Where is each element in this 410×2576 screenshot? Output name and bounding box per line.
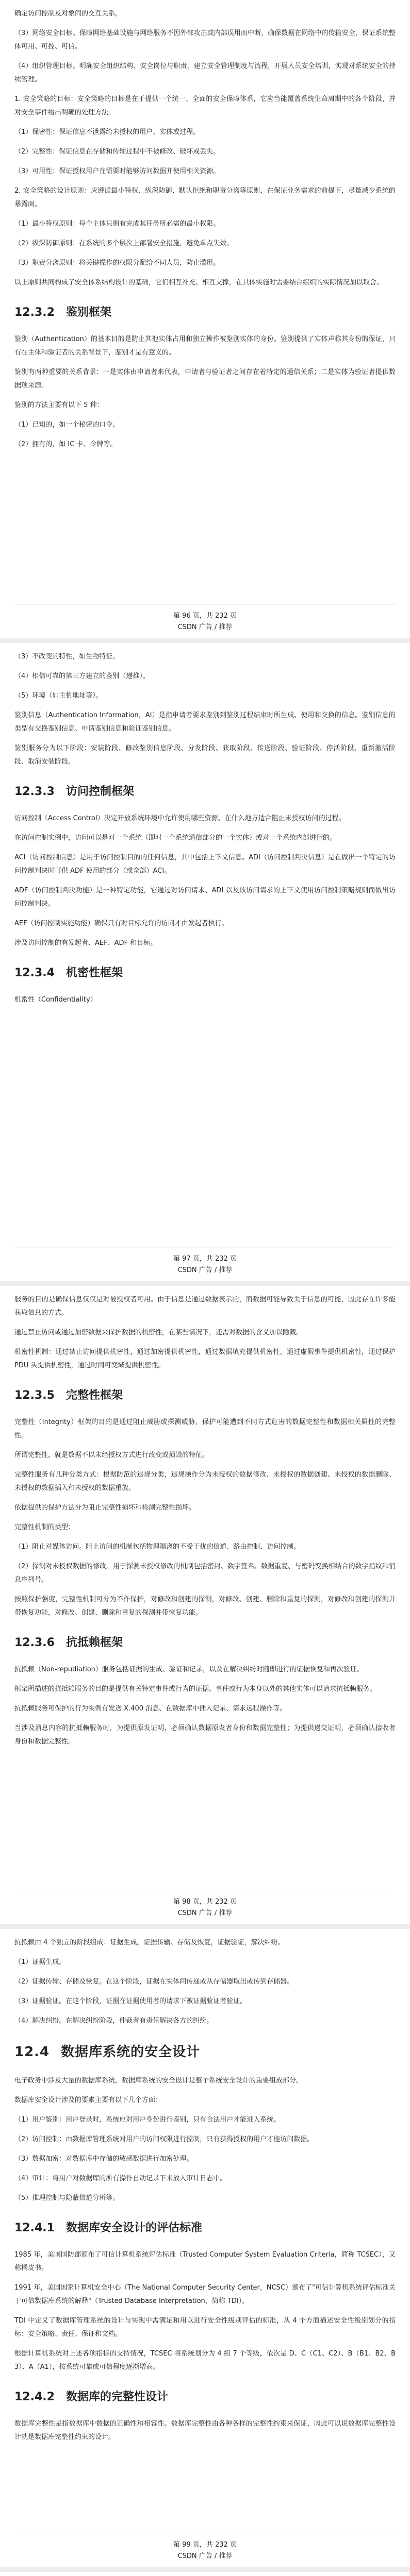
paragraph: （2）完整性：保证信息在存储和传输过程中不被修改、破坏或丢失。: [14, 148, 220, 156]
paragraph: 鉴别服务分为以下阶段：安装阶段、修改鉴别信息阶段、分发阶段、获取阶段、传送阶段、验证阶段、停活阶段、重新激活阶段、取消安装阶段。: [14, 744, 396, 766]
page-content: [0, 1929, 410, 2444]
paragraph: （5）环境（如主机地址等）。: [14, 692, 103, 700]
paragraph: 确定访问控制及对象间的交互关系。: [14, 10, 122, 18]
section-title: 数据库安全设计的评估标准: [65, 2222, 202, 2234]
paragraph: （1）最小特权原则：每个主体只拥有完成其任务所必需的最小权限。: [14, 220, 220, 228]
section-heading: [14, 1636, 396, 1650]
paragraph: 访问控制（Access Control）决定开放系统环境中允许使用哪些资源、在什么地方适合阻止未授权访问的过程。: [14, 815, 346, 822]
section-number: 12.4.1: [14, 2222, 55, 2234]
paragraph: 1. 安全策略的目标：安全策略的目标是在于提供一个统一、全面的安全保障体系，它应当能覆盖系统生命周期中的各个阶段，并对安全事件给出明确的处理方法。: [14, 95, 396, 116]
page-content: [0, 2572, 410, 2576]
paragraph: （4）解决纠纷。在解决纠纷阶段，仲裁者有责任解决各方的纠纷。: [14, 2017, 214, 2025]
paragraph: （3）数据加密：对数据库中存储的敏感数据进行加密处理。: [14, 2155, 193, 2163]
paragraph: （4）组织管理目标。明确安全组织结构、安全岗位与职责，建立安全管理制度与流程，开展人员安全培训，实现对系统安全的持续管理。: [14, 62, 396, 83]
paragraph: AEF（访问控制实施功能）确保只有对目标允许的访问才由发起者执行。: [14, 920, 228, 927]
section-title: 机密性框架: [65, 967, 123, 979]
paragraph: 1985 年，美国国防部颁布了可信计算机系统评估标准（Trusted Computer System Evaluation Criteria，简称 TCSEC），又称橘皮书。: [14, 2251, 396, 2272]
paragraph: 电子政务中涉及大量的数据库系统，数据库系统的安全设计是整个系统安全设计的重要组成部分。: [14, 2077, 303, 2084]
section-heading: [14, 967, 396, 980]
paragraph: 完整性（Integrity）框架的目的是通过阻止威胁或探测威胁，保护可能遭到不同方式危害的数据完整性和数据相关属性的完整性。: [14, 1418, 396, 1439]
section-number: 12.3.3: [14, 785, 55, 798]
section-heading: [14, 2391, 396, 2404]
section-heading: [14, 306, 396, 319]
paragraph: 完整性机制的类型：: [14, 1523, 75, 1531]
paragraph: （2）拥有的，如 IC 卡、令牌等。: [14, 440, 117, 448]
paragraph: （1）阻止对媒体访问。阻止访问的机制包括物理隔离的不受干扰的信道、路由控制、访问控制。: [14, 1543, 301, 1551]
paragraph: （1）用户鉴别：用户登录时，系统应对用户身份进行鉴别，只有合法用户才能进入系统。: [14, 2116, 281, 2124]
page-number: 第 96 页，共 232 页: [173, 612, 237, 620]
paragraph: 在访问控制实例中，访问可以是对一个系统（即对一个系统通信部分的一个实体）或对一个系统内部进行的。: [14, 834, 337, 842]
paragraph: 按照保护强度，完整性机制可分为不作保护，对修改和创建的探测，对修改、创建、删除和重复的探测，对修改和创建的探测并带恢复功能，对修改、创建、删除和重复的探测并带恢复功能。: [14, 1596, 396, 1617]
page-break: [0, 1924, 410, 1929]
page-content: [0, 1286, 410, 1749]
paragraph: 鉴别的方法主要有以下 5 种：: [14, 401, 104, 409]
paragraph: （1）保密性：保证信息不泄露给未授权的用户、实体或过程。: [14, 128, 200, 136]
paragraph: 框架所描述的抗抵赖服务的目的是提供有关特定事件或行为的证据。事件或行为本身以外的其他实体可以请求抗抵赖服务。: [14, 1685, 377, 1693]
page-content: [0, 0, 410, 451]
paragraph: （3）不改变的特性，如生物特征。: [14, 653, 120, 660]
paragraph: TDI 中定义了数据库管理系统的设计与实现中需满足和用以进行安全性级别评估的标准，从 4 个方面描述安全性级别划分的指标：安全策略、责任、保证和文档。: [14, 2317, 396, 2338]
paragraph: ADF（访问控制判决功能）是一种特定功能，它通过对访问请求、ADI 以及该访问请求的上下文使用访问控制策略规则而做出访问控制判决。: [14, 887, 396, 908]
paragraph: ACI（访问控制信息）是用于访问控制目的的任何信息，其中包括上下文信息。ADI（访问控制判决信息）是在做出一个特定的访问控制判决时可供 ADF 使用的部分（或全部）ACI。: [14, 854, 396, 875]
paragraph: 抗抵赖服务可保护的行为实例有发送 X.400 消息、在数据库中插入记录、请求远程操作等。: [14, 1705, 287, 1713]
paragraph: 2. 安全策略的设计原则：应遵循最小特权、纵深防御、默认拒绝和职责分离等原则，在保证业务需求的前提下，尽量减少系统的暴露面。: [14, 187, 396, 208]
document-page: [0, 643, 410, 1281]
paragraph: 根据计算机系统对上述各项指标的支持情况，TCSEC 将系统划分为 4 组 7 个等级，依次是 D、C（C1、C2）、B（B1、B2、B3）、A（A1），按系统可靠或可信程度逐渐增高。: [14, 2350, 396, 2371]
paragraph: （3）证据验证。在这个阶段，证据在证据使用者的请求下被证据验证者验证。: [14, 1997, 247, 2005]
paragraph: 数据库安全设计涉及的要素主要有以下几个方面：: [14, 2096, 162, 2104]
page-break: [0, 1281, 410, 1286]
section-number: 12.4.2: [14, 2391, 55, 2403]
section-heading: [14, 2045, 396, 2059]
page-footer: [0, 602, 410, 633]
document-page: [0, 1929, 410, 2567]
paragraph: 抗抵赖由 4 个独立的阶段组成：证据生成，证据传输、存储及恢复，证据验证，解决纠纷。: [14, 1939, 285, 1946]
paragraph: 当涉及消息内容的抗抵赖服务时，为提供原发证明，必须确认数据原发者身份和数据完整性；为提供递交证明，必须确认接收者身份和数据完整性。: [14, 1724, 396, 1745]
section-title: 数据库的完整性设计: [65, 2391, 168, 2403]
document-page: [0, 1286, 410, 1924]
page-number: 第 99 页，共 232 页: [173, 2541, 237, 2549]
page-break: [0, 638, 410, 643]
section-number: 12.3.5: [14, 1389, 55, 1402]
page-break: [0, 2567, 410, 2572]
page-footer: [0, 1245, 410, 1276]
footer-note: CSDN 广告 / 推荐: [177, 1909, 233, 1917]
paragraph: （4）审计：将用户对数据库的所有操作自动记录下来放入审计日志中。: [14, 2175, 227, 2182]
page-footer: [0, 2531, 410, 2562]
paragraph: 涉及访问控制的有发起者、AEF、ADF 和目标。: [14, 939, 157, 947]
section-number: 12.3.4: [14, 967, 55, 979]
paragraph: （5）推理控制与隐蔽信道分析等。: [14, 2194, 120, 2202]
section-title: 完整性框架: [65, 1389, 123, 1402]
document-page: [0, 2572, 410, 2576]
page-footer: [0, 1888, 410, 1919]
page-number: 第 97 页，共 232 页: [173, 1255, 237, 1263]
paragraph: 1991 年，美国国家计算机安全中心（The National Computer Security Center，NCSC）颁布了"可信计算机系统评估标准关于可信数据库系统的解释"（Trusted Database Interpretation，简称 TDI）。: [14, 2284, 396, 2305]
paragraph: 鉴别有两种重要的关系背景：一是实体由申请者来代表，申请者与验证者之间存在着特定的通信关系；二是实体为验证者提供数据项来源。: [14, 368, 396, 389]
paragraph: （3）职责分离原则：将关键操作的权限分配给不同人员，防止滥用。: [14, 259, 220, 267]
paragraph: （1）已知的，如一个秘密的口令。: [14, 421, 120, 429]
paragraph: 机密性（Confidentiality）: [14, 996, 97, 1004]
paragraph: （4）相信可靠的第三方建立的鉴别（递推）。: [14, 672, 150, 680]
paragraph: （2）探测对未授权数据的修改。用于探测未授权修改的机制包括密封、数字签名、数据重复、与密码变换相结合的数字指纹和消息序列号。: [14, 1563, 396, 1584]
section-number: 12.3.2: [14, 306, 55, 319]
paragraph: （3）网络安全目标。保障网络基础设施与网络服务不因外部攻击或内部误用而中断，确保数据在网络中的传输安全，保证系统整体可用、可控、可信。: [14, 29, 396, 50]
page-number: 第 98 页，共 232 页: [173, 1898, 237, 1906]
section-title: 访问控制框架: [65, 785, 134, 798]
section-number: 12.3.6: [14, 1636, 55, 1649]
footer-note: CSDN 广告 / 推荐: [177, 2552, 233, 2560]
paragraph: （2）访问控制：由数据库管理系统对用户的访问权限进行控制，只有获得授权的用户才能访问数据。: [14, 2136, 314, 2143]
section-heading: [14, 2222, 396, 2235]
paragraph: 以上原则共同构成了安全体系结构设计的基础，它们相互补充、相互支撑，在具体实施时需要结合组织的实际情况加以取舍。: [14, 279, 384, 286]
footer-note: CSDN 广告 / 推荐: [177, 623, 233, 631]
paragraph: （2）证据传输、存储及恢复。在这个阶段，证据在实体间传递或从存储器取出或传到存储器。: [14, 1978, 294, 1986]
section-title: 抗抵赖框架: [65, 1636, 123, 1649]
paragraph: 抗抵赖（Non-repudiation）服务包括证据的生成、验证和记录，以及在解决纠纷时随即进行的证据恢复和再次验证。: [14, 1666, 364, 1673]
section-heading: [14, 1389, 396, 1402]
paragraph: 鉴别（Authentication）的基本目的是防止其他实体占用和独立操作被鉴别实体的身份。鉴别提供了实体声称其身份的保证，只有在主体和验证者的关系背景下，鉴别才是有意义的。: [14, 335, 396, 357]
paragraph: （1）证据生成。: [14, 1958, 66, 1966]
paragraph: （2）纵深防御原则：在系统的多个层次上部署安全措施，避免单点失效。: [14, 240, 234, 247]
footer-note: CSDN 广告 / 推荐: [177, 1266, 233, 1274]
paragraph: 服务的目的是确保信息仅仅是对被授权者可用。由于信息是通过数据表示的，而数据可能导致关于信息的可能，因此存在许多能获取信息的方式。: [14, 1296, 396, 1317]
section-title: 数据库系统的安全设计: [61, 2044, 201, 2060]
paragraph: （3）可用性：保证授权用户在需要时能够访问数据并使用相关资源。: [14, 167, 220, 175]
paragraph: 完整性服务有几种分类方式：根据防范的违规分类，违规操作分为未授权的数据修改、未授权的数据创建、未授权的数据删除、未授权的数据插入和未授权的数据重放。: [14, 1471, 396, 1492]
paragraph: 鉴别信息（Authentication Information，AI）是指申请者要求鉴别到鉴别过程结束时所生成、使用和交换的信息。鉴别信息的类型有交换鉴别信息、申请鉴别信息和验证鉴别信息。: [14, 711, 396, 733]
paragraph: 通过禁止访问或通过加密数据来保护数据的机密性，在某些情况下，还需对数据的含义加以隐藏。: [14, 1329, 303, 1336]
section-number: 12.4: [14, 2044, 50, 2060]
section-heading: [14, 785, 396, 799]
paragraph: 机密性机制：通过禁止访问提供机密性，通过加密提供机密性，通过数据填充提供机密性，通过虚假事件提供机密性，通过保护 PDU 头提供机密性，通过时间可变域提供机密性。: [14, 1348, 396, 1369]
paragraph: 数据库完整性是指数据库中数据的正确性和相容性。数据库完整性由各种各样的完整性约束来保证，因此可以说数据库完整性设计就是数据库完整性约束的设计。: [14, 2420, 396, 2441]
section-title: 鉴别框架: [65, 306, 111, 319]
paragraph: 依据提供的保护方法分为阻止完整性损坏和检测完整性损坏。: [14, 1504, 196, 1512]
document-page: [0, 0, 410, 638]
page-content: [0, 643, 410, 1007]
paragraph: 所谓完整性，就是数据不以未经授权方式进行改变或损毁的特征。: [14, 1451, 209, 1459]
